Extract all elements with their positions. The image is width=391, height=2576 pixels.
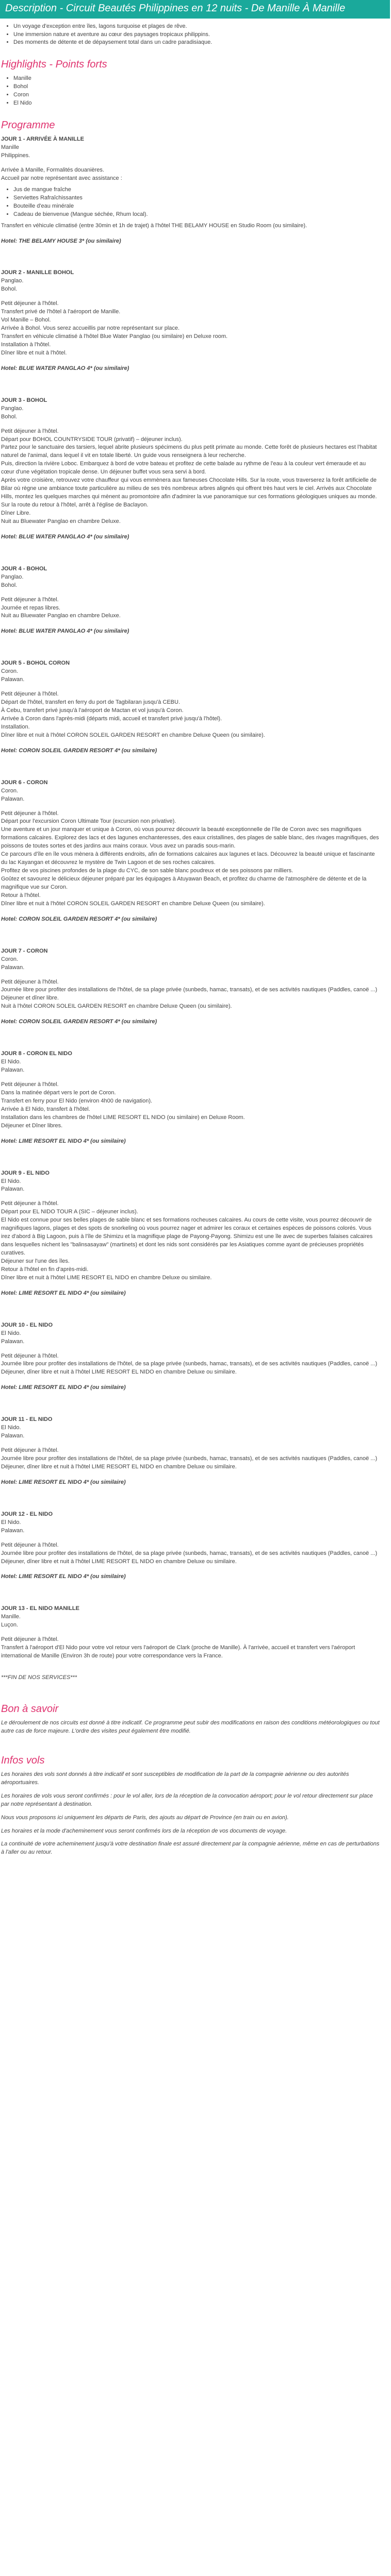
day-place: Bohol. xyxy=(1,582,18,588)
day-place: Coron. xyxy=(1,668,19,675)
day-paragraph: Transfert privé de l'hôtel à l'aéroport de Manille. xyxy=(1,309,121,315)
bon-a-savoir-block xyxy=(1,1719,380,1736)
day-paragraph: Dîner libre et nuit à l'hôtel CORON SOLEIL GARDEN RESORT en chambre Deluxe Queen (ou similaire). xyxy=(1,732,265,738)
day-paragraph: Petit déjeuner à l'hôtel. xyxy=(1,1200,59,1207)
day-hotel: Hotel: LIME RESORT EL NIDO 4* (ou similaire) xyxy=(1,1384,126,1391)
day-paragraph: Départ pour BOHOL COUNTRYSIDE TOUR (privatif) – déjeuner inclus). xyxy=(1,436,183,443)
day-paragraph: Une aventure et un jour manquer et unique à Coron, où vous pourrez découvrir la beauté exceptionnelle de l'île de Coron avec ses magnifiques formations calcaires. Explorez des lacs et des lagunes enchanteresses, des eaux cristallines, des plages de sable blanc, des rivages magnifiques, des poissons de toutes sortes et des jardins aux mains coraux. Vous avez un paradis sous-marin. xyxy=(1,826,379,850)
day-hotel: Hotel: LIME RESORT EL NIDO 4* (ou similaire) xyxy=(1,1138,126,1144)
day-title: JOUR 6 - CORON xyxy=(1,779,48,786)
highlight-item: • Bohol xyxy=(13,83,380,91)
day-place: Coron. xyxy=(1,956,19,962)
day-place: Bohol. xyxy=(1,413,18,420)
day-paragraph: Journée libre pour profiter des installations de l'hôtel, de sa plage privée (sunbeds, hamac, transats), et de ses activités nautiques (Paddles, canoë ...) xyxy=(1,1361,378,1367)
day-hotel: Hotel: BLUE WATER PANGLAO 4* (ou similaire) xyxy=(1,628,129,635)
day-title: JOUR 9 - EL NIDO xyxy=(1,1170,50,1176)
page-title: Description - Circuit Beautés Philippines en 12 nuits - De Manille À Manille xyxy=(0,0,390,19)
day-paragraph: Nuit au Bluewater Panglao en chambre Deluxe. xyxy=(1,613,121,619)
day-block xyxy=(1,1511,380,1582)
day-paragraph: El Nido est connue pour ses belles plages de sable blanc et ses formations rocheuses calcaires. Au cours de cette visite, vous pourrez découvrir de magnifiques lagons, plages et des spots de snorkeling où vous pourrez nager et admirer les coraux et certaines espèces de poissons colorés. Vous irez d'abord à Big Lagoon, puis à l'île de Shimizu et la magnifique plage de Payong-Payong. Shimizu est une île avec de superbes falaises calcaires dans lesquelles nichent les "balinsasayaw" (martinets) et dont les nids sont considérés par les Asiatiques comme ayant de précieuses propriétés curatives. xyxy=(1,1217,373,1257)
day-block xyxy=(1,1605,380,1660)
day-paragraph: Départ de l'hôtel, transfert en ferry du port de Tagbilaran jusqu'à CEBU. xyxy=(1,699,181,706)
day-block xyxy=(1,1050,380,1145)
highlight-item: • Manille xyxy=(13,75,380,83)
day-paragraph: Petit déjeuner à l'hôtel. xyxy=(1,1352,59,1359)
day-block xyxy=(1,397,380,541)
day-paragraph: Puis, direction la rivière Loboc. Embarquez à bord de votre bateau et profitez de cette balade au rythme de l'eau à la couleur vert émeraude et au cœur d'une végétation tropicale dense. Un déjeuner buffet vous sera servi à bord. xyxy=(1,461,366,476)
day-paragraph: Petit déjeuner à l'hôtel. xyxy=(1,810,59,817)
program-heading: Programme xyxy=(1,120,55,131)
day-paragraph: Petit déjeuner à l'hôtel. xyxy=(1,978,59,985)
day-place: Manille. xyxy=(1,1614,21,1620)
day-places xyxy=(1,1178,380,1194)
day-places xyxy=(1,144,380,160)
day-paragraph: Dîner libre et nuit à l'hôtel. xyxy=(1,349,67,356)
day-paragraph: Retour à l'hôtel en fin d'après-midi. xyxy=(1,1266,89,1273)
day-title: JOUR 10 - EL NIDO xyxy=(1,1321,53,1328)
intro-bullet: • Un voyage d'exception entre îles, lagons turquoise et plages de rêve. xyxy=(13,23,380,31)
day-paragraph: Petit déjeuner à l'hôtel. xyxy=(1,1447,59,1454)
day-paragraph: À Cebu, transfert privé jusqu'à l'aéroport de Mactan et vol jusqu'à Coron. xyxy=(1,707,184,714)
highlights-list xyxy=(1,75,380,108)
day-place: El Nido. xyxy=(1,1330,21,1336)
day-place: Palawan. xyxy=(1,1338,25,1345)
day-places xyxy=(1,1330,380,1346)
infos-vols-block xyxy=(1,1771,380,1857)
content xyxy=(0,23,390,1857)
day-places xyxy=(1,277,380,294)
day-paragraph: Transfert en véhicule climatisé (entre 30min et 1h de trajet) à l'hôtel THE BELAMY HOUSE en Studio Room (ou similaire). xyxy=(1,222,307,229)
day-paragraph: Sur la route du retour à l'hôtel, arrêt à l'église de Baclayon. xyxy=(1,502,149,509)
intro-bullet-list xyxy=(1,23,380,47)
day-paragraph: Arrivée à Bohol. Vous serez accueillis par notre représentant sur place. xyxy=(1,325,180,332)
day-paragraph: Dans la matinée départ vers le port de Coron. xyxy=(1,1089,116,1096)
day-place: Philippines. xyxy=(1,152,30,159)
day-place: El Nido. xyxy=(1,1519,21,1526)
day-paragraph: Dîner libre et nuit à l'hôtel LIME RESORT EL NIDO en chambre Deluxe ou similaire. xyxy=(1,1274,212,1281)
day-block xyxy=(1,1321,380,1393)
day-place: Panglao. xyxy=(1,405,24,412)
day-paragraph: Installation à l'hôtel. xyxy=(1,341,51,348)
day-places xyxy=(1,787,380,804)
day-paragraph: Déjeuner et Dîner libres. xyxy=(1,1122,63,1129)
welcome-items-list xyxy=(1,186,380,219)
day-places xyxy=(1,1519,380,1535)
day-block xyxy=(1,779,380,924)
highlights-heading: Highlights - Points forts xyxy=(1,59,107,71)
day-place: Palawan. xyxy=(1,1527,25,1534)
day-place: Palawan. xyxy=(1,964,25,971)
infos-vols-paragraph: Les horaires des vols sont donnés à titre indicatif et sont susceptibles de modification de la part de la compagnie aérienne ou des autorités aéroportuaires. xyxy=(1,1771,349,1786)
day-paragraph: Accueil par notre représentant avec assistance : xyxy=(1,175,122,181)
day-block xyxy=(1,947,380,1027)
day-place: El Nido. xyxy=(1,1059,21,1065)
day-paragraph: Profitez de vos piscines profondes de la plage du CYC, de son sable blanc poudreux et de ses poissons par milliers. xyxy=(1,868,294,874)
day-hotel: Hotel: LIME RESORT EL NIDO 4* (ou similaire) xyxy=(1,1479,126,1485)
day-place: Palawan. xyxy=(1,1186,25,1193)
day-title: JOUR 13 - EL NIDO MANILLE xyxy=(1,1605,79,1612)
day-paragraph: Vol Manille – Bohol. xyxy=(1,317,51,324)
day-block xyxy=(1,659,380,755)
infos-vols-paragraph: Les horaires et la mode d'acheminement vous seront confirmés lors de la réception de vos documents de voyage. xyxy=(1,1827,287,1834)
infos-vols-paragraph: La continuité de votre acheminement jusqu'à votre destination finale est assuré directement par la compagnie aérienne, même en cas de perturbations à l'aller ou au retour. xyxy=(1,1841,380,1856)
day-paragraph: Ce parcours d'île en île vous mènera à différents endroits, afin de formations calcaires aux lagunes et lacs. Découvrez la beauté unique et fascinante du lac Kayangan et découvrez le mystère de Twin Lagoon et de ses roches calcaires. xyxy=(1,851,375,866)
day-block xyxy=(1,1170,380,1298)
day-paragraph: Départ pour l'excursion Coron Ultimate Tour (excursion non privative). xyxy=(1,818,176,825)
bon-a-savoir-paragraph: Le déroulement de nos circuits est donné à titre indicatif. Ce programme peut subir des modifications en raison des conditions météorologiques ou tout autre cas de force majeure. L'ordre des visites peut également être modifié. xyxy=(1,1719,380,1734)
day-paragraph: Journée libre pour profiter des installations de l'hôtel, de sa plage privée (sunbeds, hamac, transats), et de ses activités nautiques (Paddles, canoë ...) xyxy=(1,987,378,993)
day-paragraph: Transfert en véhicule climatisé à l'hôtel Blue Water Panglao (ou similaire) en Deluxe room. xyxy=(1,333,228,340)
program-days xyxy=(1,135,380,1660)
day-paragraph: Nuit à l'hôtel CORON SOLEIL GARDEN RESORT en chambre Deluxe Queen (ou similaire). xyxy=(1,1003,232,1010)
day-block xyxy=(1,135,380,245)
highlight-item: • El Nido xyxy=(13,99,380,108)
day-paragraph: Retour à l'hôtel. xyxy=(1,892,41,899)
day-paragraph: Journée et repas libres. xyxy=(1,604,60,611)
day-paragraph: Petit déjeuner à l'hôtel. xyxy=(1,300,59,307)
day-hotel: Hotel: CORON SOLEIL GARDEN RESORT 4* (ou similaire) xyxy=(1,916,157,922)
infos-vols-paragraph: Nous vous proposons ici uniquement les départs de Paris, des ajouts au départ de Province (en train ou en avion). xyxy=(1,1814,289,1821)
day-places xyxy=(1,668,380,684)
day-paragraph: Déjeuner, dîner libre et nuit à l'hôtel LIME RESORT EL NIDO en chambre Deluxe ou similaire. xyxy=(1,1463,237,1470)
day-paragraph: Goûtez et savourez le délicieux déjeuner préparé par les équipages à Atuyawan Beach, et profitez du charme de l'atmosphère de détente et de la magnifique vue sur Coron. xyxy=(1,876,367,890)
day-paragraph: Déjeuner, dîner libre et nuit à l'hôtel LIME RESORT EL NIDO en chambre Deluxe ou similaire. xyxy=(1,1558,237,1565)
day-block xyxy=(1,269,380,372)
day-hotel: Hotel: CORON SOLEIL GARDEN RESORT 4* (ou similaire) xyxy=(1,1019,157,1025)
day-paragraph: Petit déjeuner à l'hôtel. xyxy=(1,428,59,434)
day-paragraph: Départ pour EL NIDO TOUR A (SIC – déjeuner inclus). xyxy=(1,1209,138,1215)
day-paragraph: Petit déjeuner à l'hôtel. xyxy=(1,1081,59,1088)
day-places xyxy=(1,405,380,421)
day-title: JOUR 4 - BOHOL xyxy=(1,565,47,572)
day-paragraph: Arrivée à Manille, Formalités douanières. xyxy=(1,166,104,173)
day-place: Luçon. xyxy=(1,1622,19,1629)
day-paragraph: Arrivée à El Nido, transfert à l'hôtel. xyxy=(1,1106,90,1112)
day-place: Panglao. xyxy=(1,278,24,284)
day-paragraph: Transfert en ferry pour El Nido (environ 4h00 de navigation). xyxy=(1,1097,153,1104)
day-paragraph: Installation. xyxy=(1,723,30,730)
welcome-item: • Serviettes Rafraîchissantes xyxy=(13,194,380,202)
infos-vols-heading: Infos vols xyxy=(1,1754,45,1766)
day-title: JOUR 5 - BOHOL CORON xyxy=(1,660,70,667)
day-place: Palawan. xyxy=(1,795,25,802)
day-title: JOUR 7 - CORON xyxy=(1,947,48,954)
end-of-services-note: ***FIN DE NOS SERVICES*** xyxy=(1,1674,77,1681)
welcome-item: • Cadeau de bienvenue (Mangue séchée, Rhum local). xyxy=(13,211,380,219)
day-place: Panglao. xyxy=(1,573,24,580)
day-title: JOUR 8 - CORON EL NIDO xyxy=(1,1050,72,1057)
day-places xyxy=(1,956,380,972)
day-place: El Nido. xyxy=(1,1178,21,1184)
day-places xyxy=(1,1058,380,1075)
day-paragraph: Journée libre pour profiter des installations de l'hôtel, de sa plage privée (sunbeds, hamac, transats), et de ses activités nautiques (Paddles, canoë ...) xyxy=(1,1550,378,1556)
day-paragraph: Déjeuner sur l'une des îles. xyxy=(1,1258,70,1264)
day-paragraph: Déjeuner et dîner libre. xyxy=(1,995,59,1002)
day-hotel: Hotel: LIME RESORT EL NIDO 4* (ou similaire) xyxy=(1,1573,126,1580)
day-places xyxy=(1,573,380,590)
day-paragraph: Petit déjeuner à l'hôtel. xyxy=(1,596,59,603)
day-paragraph: Journée libre pour profiter des installations de l'hôtel, de sa plage privée (sunbeds, hamac, transats), et de ses activités nautiques (Paddles, canoë ...) xyxy=(1,1455,378,1462)
day-paragraph: Déjeuner, dîner libre et nuit à l'hôtel LIME RESORT EL NIDO en chambre Deluxe ou similaire. xyxy=(1,1369,237,1376)
day-hotel: Hotel: BLUE WATER PANGLAO 4* (ou similaire) xyxy=(1,365,129,371)
day-hotel: Hotel: THE BELAMY HOUSE 3* (ou similaire) xyxy=(1,238,121,244)
day-hotel: Hotel: CORON SOLEIL GARDEN RESORT 4* (ou similaire) xyxy=(1,747,157,754)
day-paragraph: Après votre croisière, retrouvez votre chauffeur qui vous emmènera aux fameuses Chocolate Hills. Sur la route, vous traverserez la forêt artificielle de Bilar où règne une ambiance toute particulière au milieu de ses très nombreux arbres alignés qui offrent très haut vers le ciel. Arrivés aux Chocolate Hills, montez les quelques marches qui mènent au promontoire afin d'admirer la vue panoramique sur ces formations géologiques uniques au monde. xyxy=(1,477,377,500)
day-place: El Nido. xyxy=(1,1425,21,1431)
day-hotel: Hotel: BLUE WATER PANGLAO 4* (ou similaire) xyxy=(1,533,129,540)
day-title: JOUR 11 - EL NIDO xyxy=(1,1416,53,1423)
day-place: Palawan. xyxy=(1,1067,25,1074)
day-title: JOUR 12 - EL NIDO xyxy=(1,1511,53,1517)
day-paragraph: Dîner libre et nuit à l'hôtel CORON SOLEIL GARDEN RESORT en chambre Deluxe Queen (ou similaire). xyxy=(1,900,265,907)
day-place: Bohol. xyxy=(1,286,18,293)
day-place: Palawan. xyxy=(1,1433,25,1439)
welcome-item: • Bouteille d'eau minérale xyxy=(13,202,380,211)
day-paragraph: Petit déjeuner à l'hôtel. xyxy=(1,691,59,698)
day-title: JOUR 1 - ARRIVÉE À MANILLE xyxy=(1,136,84,143)
day-block xyxy=(1,565,380,636)
day-paragraph: Partez pour le sanctuaire des tarsiers, lequel abrite plusieurs spécimens du plus petit primate au monde. Cette forêt de plusieurs hectares est l'habitat naturel de l'animal, dans lequel il vit en totale liberté. Un guide vous renseignera à leur recherche. xyxy=(1,444,377,459)
day-place: Palawan. xyxy=(1,676,25,683)
day-paragraph: Arrivée à Coron dans l'après-midi (départs midi, accueil et transfert privé jusqu'à l'hôtel). xyxy=(1,715,222,722)
day-paragraph: Dîner Libre. xyxy=(1,510,31,516)
day-place: Manille xyxy=(1,144,19,151)
day-title: JOUR 2 - MANILLE BOHOL xyxy=(1,269,74,276)
day-place: Coron. xyxy=(1,787,19,794)
intro-bullet: • Des moments de détente et de dépaysement total dans un cadre paradisiaque. xyxy=(13,39,380,47)
bon-a-savoir-heading: Bon à savoir xyxy=(1,1703,59,1715)
intro-bullet: • Une immersion nature et aventure au cœur des paysages tropicaux philippins. xyxy=(13,31,380,39)
day-block xyxy=(1,1416,380,1487)
day-title: JOUR 3 - BOHOL xyxy=(1,397,47,403)
day-paragraph: Petit déjeuner à l'hôtel. xyxy=(1,1541,59,1548)
day-places xyxy=(1,1424,380,1440)
welcome-item: • Jus de mangue fraîche xyxy=(13,186,380,194)
day-paragraph: Installation dans les chambres de l'hôtel LIME RESORT EL NIDO (ou similaire) en Deluxe Room. xyxy=(1,1114,245,1121)
day-paragraph: Transfert à l'aéroport d'El Nido pour votre vol retour vers l'aéroport de Clark (proche de Manille). À l'arrivée, accueil et transfert vers l'aéroport international de Manille (Environ 3h de route) pour votre correspondance vers la France. xyxy=(1,1645,355,1659)
highlight-item: • Coron xyxy=(13,91,380,99)
day-paragraph: Nuit au Bluewater Panglao en chambre Deluxe. xyxy=(1,518,121,524)
day-places xyxy=(1,1613,380,1630)
day-paragraph: Petit déjeuner à l'hôtel. xyxy=(1,1636,59,1643)
day-hotel: Hotel: LIME RESORT EL NIDO 4* (ou similaire) xyxy=(1,1290,126,1296)
infos-vols-paragraph: Les horaires de vols vous seront confirmés : pour le vol aller, lors de la réception de la convocation aéroport; pour le vol retour directement sur place par notre représentant à destination. xyxy=(1,1792,373,1807)
